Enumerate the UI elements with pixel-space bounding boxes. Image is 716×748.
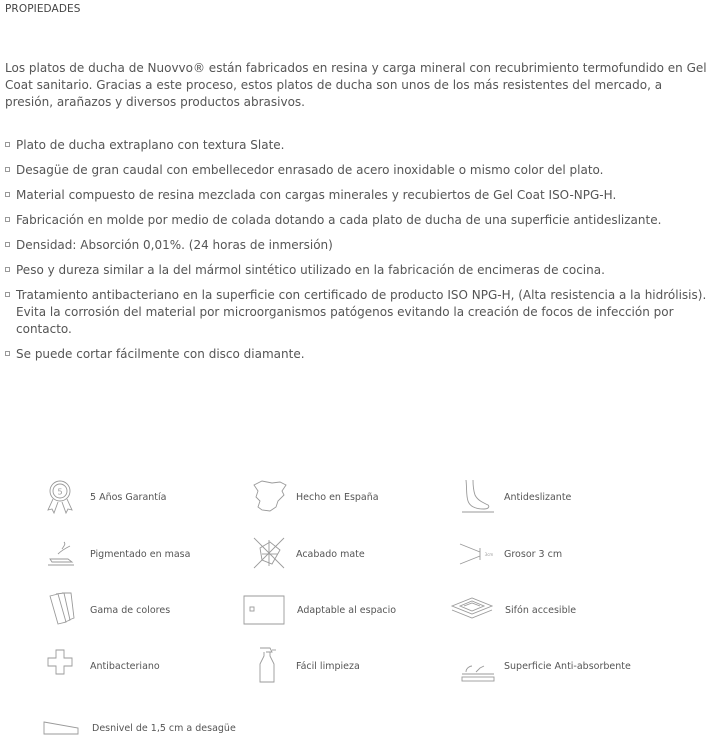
icon-label: Acabado mate bbox=[296, 548, 365, 560]
feature-text: Desagüe de gran caudal con embellecedor enrasado de acero inoxidable o mismo color del plato. bbox=[16, 163, 604, 177]
award-ribbon-icon bbox=[44, 477, 78, 517]
spain-map-icon bbox=[250, 477, 290, 517]
icon-label: Hecho en España bbox=[296, 491, 379, 503]
feature-text-continuation: Evita la corrosión del material por microorganismos patógenos evitando la creación de focos de infección por contacto. bbox=[16, 305, 674, 336]
spray-bottle-icon bbox=[250, 646, 290, 686]
icon-label: Antideslizante bbox=[504, 491, 572, 503]
icon-label: Fácil limpieza bbox=[296, 660, 360, 672]
icon-item-anti-slip bbox=[458, 477, 571, 517]
thickness-icon bbox=[458, 534, 498, 574]
icon-label: Adaptable al espacio bbox=[297, 604, 397, 616]
icon-item-easy-cleaning bbox=[250, 646, 360, 686]
intro-paragraph: Los platos de ducha de Nuovvo® están fabricados en resina y carga mineral con recubrimiento termofundido en Gel Coat sanitario. Gracias a este proceso, estos platos de ducha son unos de los más resistentes del mercado, a presión, arañazos y diversos productos abrasivos. bbox=[5, 61, 707, 109]
icon-item-anti-absorbent bbox=[458, 646, 631, 686]
page-title: PROPIEDADES bbox=[5, 3, 81, 15]
icon-item-warranty bbox=[44, 477, 166, 517]
feature-text: Fabricación en molde por medio de colada dotando a cada plato de ducha de una superficie antideslizante. bbox=[16, 213, 662, 227]
feature-text: Tratamiento antibacteriano en la superficie con certificado de producto ISO NPG-H, (Alta resistencia a la hidrólisis). bbox=[16, 288, 707, 302]
water-drop-surface-icon bbox=[458, 646, 498, 686]
feature-text: Plato de ducha extraplano con textura Slate. bbox=[16, 138, 285, 152]
cross-icon bbox=[44, 646, 84, 686]
slope-icon bbox=[42, 708, 82, 748]
icon-item-siphon bbox=[450, 590, 576, 630]
icon-item-matte bbox=[250, 534, 365, 574]
icon-label: Antibacteriano bbox=[90, 660, 160, 672]
color-swatches-icon bbox=[44, 590, 84, 630]
feature-text: Peso y dureza similar a la del mármol sintético utilizado en la fabricación de encimeras de cocina. bbox=[16, 263, 605, 277]
icon-item-pigmented bbox=[44, 534, 190, 574]
siphon-icon bbox=[450, 590, 494, 630]
pigment-drop-icon bbox=[44, 534, 84, 574]
icon-item-made-in-spain bbox=[250, 477, 379, 517]
icon-label: Grosor 3 cm bbox=[504, 548, 563, 560]
icon-item-thickness bbox=[458, 534, 562, 574]
footprint-icon bbox=[458, 477, 498, 517]
icon-label: 5 Años Garantía bbox=[90, 491, 167, 503]
icon-label: Sifón accesible bbox=[505, 604, 577, 616]
feature-text: Material compuesto de resina mezclada con cargas minerales y recubiertos de Gel Coat ISO-NPG-H. bbox=[16, 188, 617, 202]
icon-item-antibacterial bbox=[44, 646, 160, 686]
feature-text: Se puede cortar fácilmente con disco diamante. bbox=[16, 347, 305, 361]
icon-item-slope bbox=[42, 708, 236, 748]
icon-label: Pigmentado en masa bbox=[90, 548, 191, 560]
icon-label: Gama de colores bbox=[90, 604, 171, 616]
svg-text:5: 5 bbox=[57, 487, 63, 497]
icon-item-adaptable bbox=[242, 590, 396, 630]
feature-text: Densidad: Absorción 0,01%. (24 horas de inmersión) bbox=[16, 238, 333, 252]
icon-label: Superficie Anti-absorbente bbox=[504, 660, 631, 672]
icon-item-colors bbox=[44, 590, 170, 630]
adaptable-space-icon bbox=[242, 590, 288, 630]
matte-finish-icon bbox=[250, 534, 290, 574]
icon-label: Desnivel de 1,5 cm a desagüe bbox=[92, 722, 236, 734]
svg-text:3cm: 3cm bbox=[484, 552, 494, 557]
